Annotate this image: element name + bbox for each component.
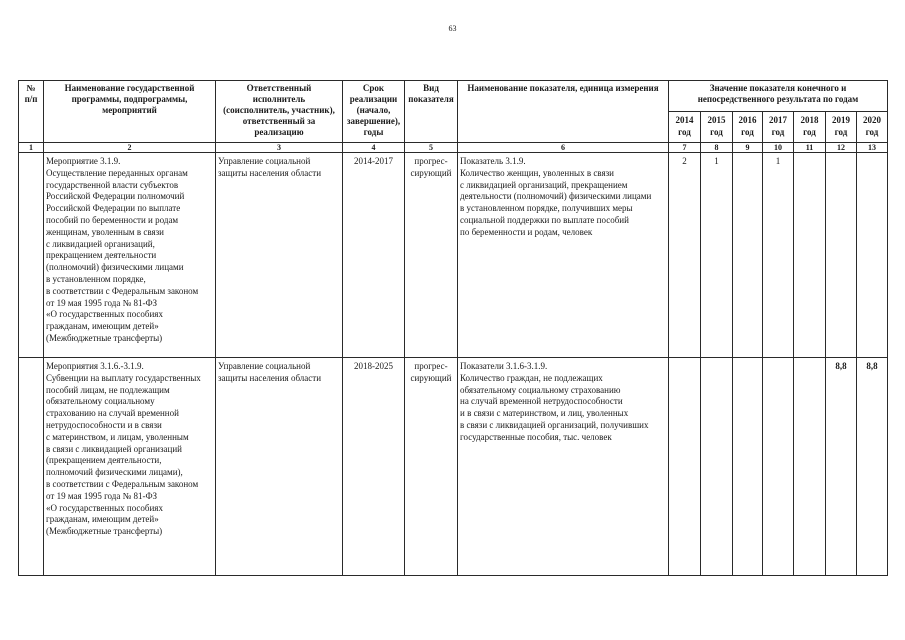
year-label: 2018 xyxy=(800,115,819,125)
column-number: 5 xyxy=(405,143,458,153)
row-program-name: Мероприятие 3.1.9. Осуществление переданных органам государственной власти субъектов Российской Федерации полномочий Российской Федерации по выплате пособий по беременности и родам женщинам, уволенным в связи с ликвидацией организаций, прекращением деятельности (полномочий) физическими лицами в установленном порядке, в соответствии с Федеральным законом от 19 мая 1995 года № 81-ФЗ «О государственных пособиях гражданам, имеющим детей» (Межбюджетные трансферты) xyxy=(44,153,216,358)
row-executor: Управление социальной защиты населения области xyxy=(216,153,343,358)
program-table xyxy=(18,80,888,576)
header-year xyxy=(794,112,826,143)
row-value-2016 xyxy=(733,358,763,576)
header-row xyxy=(19,81,888,112)
year-unit-label: год xyxy=(771,127,785,137)
header-year xyxy=(826,112,857,143)
year-label: 2015 xyxy=(707,115,726,125)
row-indicator-name: Показатель 3.1.9. Количество женщин, уволенных в связи с ликвидацией организаций, прекращением деятельности (полномочий) физическими лицами в установленном порядке, получивших меры социальной поддержки по выплате пособий по беременности и родам, человек xyxy=(458,153,669,358)
row-executor: Управление социальной защиты населения области xyxy=(216,358,343,576)
column-number: 4 xyxy=(343,143,405,153)
column-number: 7 xyxy=(669,143,701,153)
header-year xyxy=(669,112,701,143)
header-year xyxy=(733,112,763,143)
column-number: 2 xyxy=(44,143,216,153)
row-indicator-type: прогрес- сирующий xyxy=(405,358,458,576)
row-value-2020: 8,8 xyxy=(857,358,888,576)
row-value-2015: 1 xyxy=(701,153,733,358)
year-unit-label: год xyxy=(834,127,848,137)
table-row xyxy=(19,358,888,576)
column-number: 1 xyxy=(19,143,44,153)
year-label: 2019 xyxy=(832,115,850,125)
header-year xyxy=(857,112,888,143)
header-term: Срок реализации (начало, завершение), годы xyxy=(343,81,405,143)
year-label: 2014 xyxy=(675,115,694,125)
header-executor: Ответственный исполнитель (соисполнитель, участник), ответственный за реализацию xyxy=(216,81,343,143)
year-label: 2016 xyxy=(738,115,757,125)
row-term: 2014-2017 xyxy=(343,153,405,358)
row-value-2016 xyxy=(733,153,763,358)
row-value-2014: 2 xyxy=(669,153,701,358)
header-year xyxy=(701,112,733,143)
year-unit-label: год xyxy=(678,127,691,137)
column-number: 10 xyxy=(763,143,794,153)
header-year xyxy=(763,112,794,143)
year-unit-label: год xyxy=(803,127,816,137)
column-number: 8 xyxy=(701,143,733,153)
row-number xyxy=(19,153,44,358)
header-indicator-type: Вид показателя xyxy=(405,81,458,143)
row-value-2019: 8,8 xyxy=(826,358,857,576)
column-number: 12 xyxy=(826,143,857,153)
header-indicator-name: Наименование показателя, единица измерения xyxy=(458,81,669,143)
year-unit-label: год xyxy=(865,127,879,137)
row-indicator-name: Показатели 3.1.6-3.1.9. Количество граждан, не подлежащих обязательному социальному страхованию на случай временной нетрудоспособности и в связи с материнством, и лиц, уволенных в связи с ликвидацией организаций, получивших государственные пособия, тыс. человек xyxy=(458,358,669,576)
header-number: № п/п xyxy=(19,81,44,143)
row-term: 2018-2025 xyxy=(343,358,405,576)
row-value-2019 xyxy=(826,153,857,358)
year-unit-label: год xyxy=(741,127,754,137)
row-value-2018 xyxy=(794,153,826,358)
column-number: 6 xyxy=(458,143,669,153)
header-program-name: Наименование государственной программы, подпрограммы, мероприятий xyxy=(44,81,216,143)
row-value-2018 xyxy=(794,358,826,576)
column-number: 3 xyxy=(216,143,343,153)
year-unit-label: год xyxy=(710,127,723,137)
page-number: 63 xyxy=(448,24,457,33)
row-value-2015 xyxy=(701,358,733,576)
year-label: 2017 xyxy=(769,115,787,125)
row-value-2017 xyxy=(763,358,794,576)
row-program-name: Мероприятия 3.1.6.-3.1.9. Субвенции на выплату государственных пособий лицам, не подлежащим обязательному социальному страхованию на случай временной нетрудоспособности и в связи с материнством, и лицам, уволенным в связи с ликвидацией организаций (прекращением деятельности, полномочий физическими лицами), в соответствии с Федеральным законом от 19 мая 1995 года № 81-ФЗ «О государственных пособиях гражданам, имеющим детей» (Межбюджетные трансферты) xyxy=(44,358,216,576)
row-indicator-type: прогрес- сирующий xyxy=(405,153,458,358)
row-value-2014 xyxy=(669,358,701,576)
column-number: 9 xyxy=(733,143,763,153)
row-value-2017: 1 xyxy=(763,153,794,358)
column-number: 13 xyxy=(857,143,888,153)
column-numbers-row xyxy=(19,143,888,153)
column-number: 11 xyxy=(794,143,826,153)
header-values-group: Значение показателя конечного и непосредственного результата по годам xyxy=(669,81,888,112)
table-row xyxy=(19,153,888,358)
year-label: 2020 xyxy=(863,115,881,125)
row-number xyxy=(19,358,44,576)
row-value-2020 xyxy=(857,153,888,358)
